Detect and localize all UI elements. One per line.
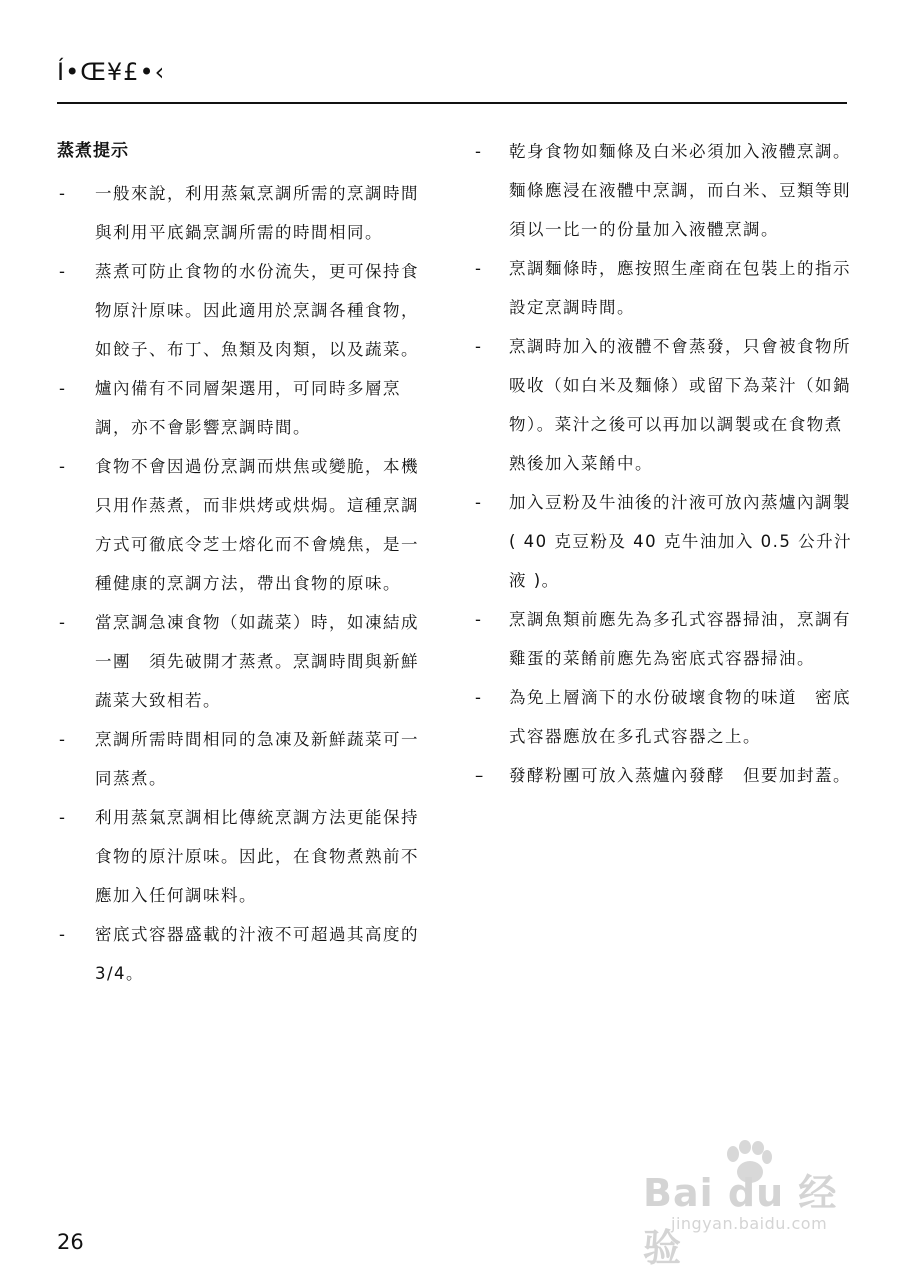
section-title: 蒸煮提示 [57, 141, 129, 161]
bullet-dash: - [59, 730, 67, 749]
watermark-url: jingyan.baidu.com [671, 1214, 828, 1233]
bullet-dash: - [59, 262, 67, 281]
tips-list-right [473, 132, 853, 795]
bullet-dash: - [475, 493, 483, 512]
bullet-dash: - [59, 184, 67, 203]
bullet-dash: - [59, 613, 67, 632]
bullet-dash: - [475, 142, 483, 161]
page-number: 26 [57, 1230, 84, 1254]
tip-item [57, 603, 422, 720]
tip-item [473, 132, 853, 249]
tip-item [57, 447, 422, 603]
tip-text: 食物不會因過份烹調而烘焦或變脆，本機只用作蒸煮，而非烘烤或烘焗。這種烹調方式可徹底令芝士熔化而不會燒焦，是一種健康的烹調方法，帶出食物的原味。 [95, 457, 419, 593]
tip-text: 發酵粉團可放入蒸爐內發酵 但要加封蓋。 [509, 766, 851, 785]
tip-item [57, 369, 422, 447]
tip-text: 乾身食物如麵條及白米必須加入液體烹調。麵條應浸在液體中烹調，而白米、豆類等則須以一比一的份量加入液體烹調。 [509, 142, 851, 239]
tip-text: 爐內備有不同層架選用，可同時多層烹調，亦不會影響烹調時間。 [95, 379, 401, 437]
tip-item [473, 600, 853, 678]
page-header: Í•Œ¥£•‹ [57, 58, 166, 86]
bullet-dash: - [59, 808, 67, 827]
tip-text: 當烹調急凍食物（如蔬菜）時，如凍結成一團 須先破開才蒸煮。烹調時間與新鮮蔬菜大致相若。 [95, 613, 419, 710]
bullet-dash: - [475, 337, 483, 356]
baidu-watermark [643, 1140, 858, 1270]
header-divider [57, 102, 847, 104]
tip-item [57, 798, 422, 915]
tips-list-left [57, 174, 422, 993]
right-column [473, 132, 853, 795]
tip-text: 利用蒸氣烹調相比傳統烹調方法更能保持食物的原汁原味。因此，在食物煮熟前不應加入任何調味料。 [95, 808, 419, 905]
tip-text: 蒸煮可防止食物的水份流失，更可保持食物原汁原味。因此適用於烹調各種食物，如餃子、布丁、魚類及肉類，以及蔬菜。 [95, 262, 419, 359]
tip-text: 烹調所需時間相同的急凍及新鮮蔬菜可一同蒸煮。 [95, 730, 419, 788]
tip-text: 烹調魚類前應先為多孔式容器掃油，烹調有雞蛋的菜餚前應先為密底式容器掃油。 [509, 610, 851, 668]
tip-text: 烹調麵條時，應按照生產商在包裝上的指示設定烹調時間。 [509, 259, 851, 317]
tip-item [57, 174, 422, 252]
watermark-logo: Bai du 经验 [643, 1171, 838, 1270]
tip-text: 密底式容器盛載的汁液不可超過其高度的 3/4。 [95, 925, 419, 983]
bullet-dash: - [475, 610, 483, 629]
tip-item [473, 327, 853, 483]
tip-item [473, 249, 853, 327]
tip-text: 加入豆粉及牛油後的汁液可放內蒸爐內調製( 40 克豆粉及 40 克牛油加入 0.5 公升汁液 )。 [509, 493, 853, 590]
bullet-dash: - [475, 259, 483, 278]
tip-text: 烹調時加入的液體不會蒸發，只會被食物所吸收（如白米及麵條）或留下為菜汁（如鍋物）。菜汁之後可以再加以調製或在食物煮熟後加入菜餚中。 [509, 337, 851, 473]
tip-text: 為免上層滴下的水份破壞食物的味道 密底式容器應放在多孔式容器之上。 [509, 688, 851, 746]
tip-item [473, 756, 853, 795]
bullet-dash: - [59, 457, 67, 476]
tip-item [473, 678, 853, 756]
bullet-dash: – [475, 766, 485, 785]
tip-item [473, 483, 853, 600]
tip-item [57, 720, 422, 798]
tip-item [57, 252, 422, 369]
bullet-dash: - [59, 379, 67, 398]
tip-text: 一般來說，利用蒸氣烹調所需的烹調時間與利用平底鍋烹調所需的時間相同。 [95, 184, 419, 242]
bullet-dash: - [475, 688, 483, 707]
bullet-dash: - [59, 925, 67, 944]
left-column [57, 132, 422, 993]
tip-item [57, 915, 422, 993]
